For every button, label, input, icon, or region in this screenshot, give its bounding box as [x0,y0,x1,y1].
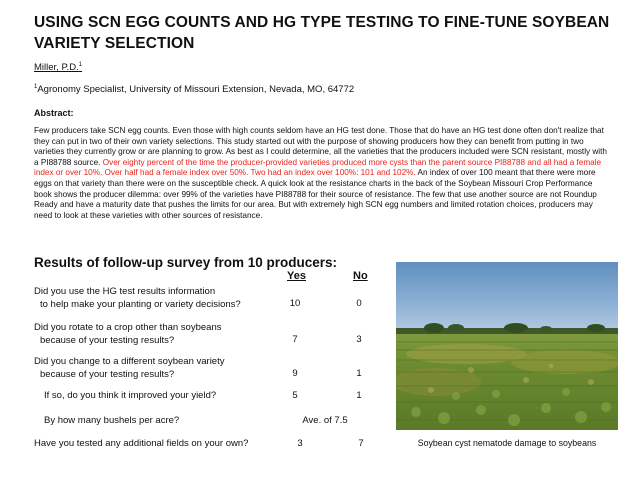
survey-question-3-line2: because of your testing results? [40,368,175,380]
survey-question-2-line1: Did you rotate to a crop other than soybeans [34,322,222,333]
soybean-field-photo [396,262,618,430]
survey-question-3-line1: Did you change to a different soybean variety [34,356,225,367]
abstract-heading: Abstract: [34,108,74,118]
affiliation-superscript: 1 [34,84,38,90]
affiliation-text: Agronomy Specialist, University of Missouri Extension, Nevada, MO, 64772 [37,84,355,96]
survey-question-6: Have you tested any additional fields on your own? [34,438,249,449]
photo-caption: Soybean cyst nematode damage to soybeans [417,438,597,448]
survey-answer-6-yes: 3 [297,438,303,449]
abstract-body [34,126,608,221]
author-superscript: 1 [78,62,83,68]
author-name [34,62,82,73]
survey-question-1-line1: Did you use the HG test results information [34,286,216,297]
survey-answer-6-no: 7 [358,438,364,449]
abstract-text-part2: An index of over 100 meant that there were more eggs on that variety than there were on the susceptible check. A quick look at the resistance charts in the back of the Soybean Missouri Crop Performance book shows the producer dilemma: over 99% of the varieties have PI88788 for their source of resistance. The few that use another source are not Roundup Ready and have a maturity date that pushes the limits for our area. But with extremely high SCN egg numbers and limited rotation choices, producers may need to look at these varieties with other sources of resistance. [34,168,597,220]
abstract-text-part1: Few producers take SCN egg counts. Even those with high counts seldom have an HG test done. Those that do have an HG test done often don't realize that they can put in two of their own variety selections. This study started out with the purpose of showing producers how they can benefit from putting in two varieties they currently grow or are planning to grow. As best as I could determine, all the varieties that the producers included were SCN resistant, mostly with a PI88788 source. [34,126,607,167]
survey-question-2-line2: because of your testing results? [40,334,175,346]
author-name-text: Miller, P.D. [34,62,79,74]
abstract-highlight-red: Over eighty percent of the time the producer-provided varieties produced more cysts than the parent source PI88788 and all had a female index or over 10%. Over half had a female index over 50%. Two had an index over 100%: 101 and 102%. [34,157,602,178]
survey-question-4: If so, do you think it improved your yield? [44,390,217,401]
survey-answer-4-yes: 5 [292,390,298,401]
survey-answer-1-no: 0 [356,298,362,309]
survey-answer-2-no: 3 [356,334,362,345]
survey-question-2 [34,322,221,347]
survey-question-3 [34,356,224,381]
survey-title: Results of follow-up survey from 10 producers: [34,255,338,270]
no-column-header: No [353,270,368,282]
survey-question-1 [34,286,241,311]
author-affiliation [34,84,354,95]
survey-answer-2-yes: 7 [292,334,298,345]
survey-answer-3-yes: 9 [292,368,298,379]
survey-answer-4-no: 1 [356,390,362,401]
paper-title: USING SCN EGG COUNTS AND HG TYPE TESTING TO FINE-TUNE SOYBEAN VARIETY SELECTION [34,14,610,52]
survey-answer-1-yes: 10 [289,298,301,309]
survey-question-1-line2: to help make your planting or variety decisions? [40,298,241,310]
survey-answer-5-average: Ave. of 7.5 [302,415,348,426]
survey-question-5: By how many bushels per acre? [44,415,180,426]
yes-column-header: Yes [287,270,306,282]
survey-answer-3-no: 1 [356,368,362,379]
